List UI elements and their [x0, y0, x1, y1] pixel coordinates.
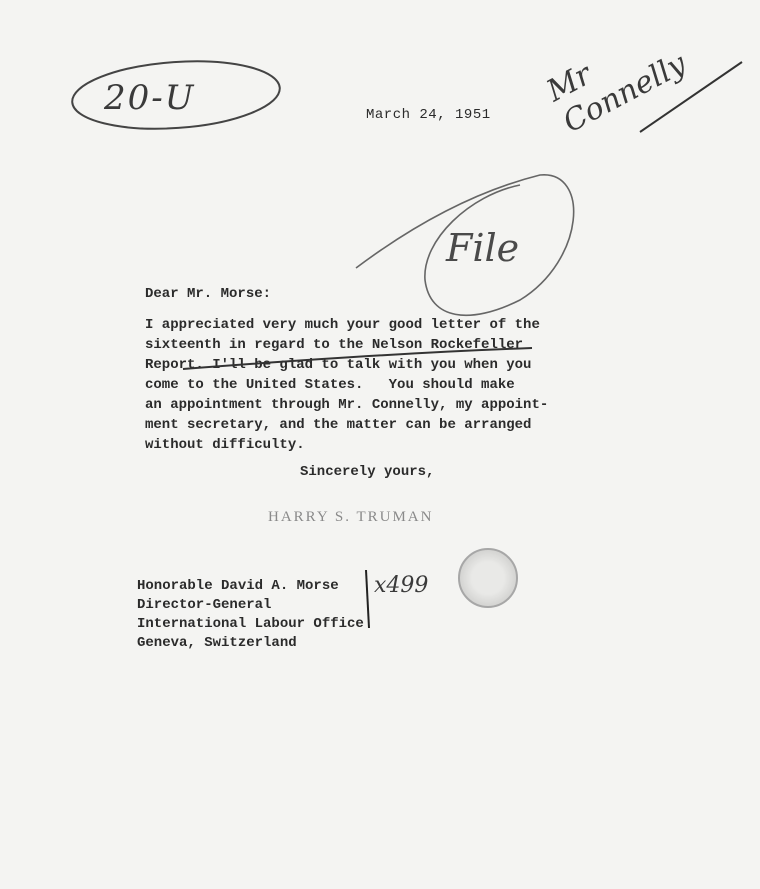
- file-code-note: 20-U: [104, 78, 196, 118]
- body-line: without difficulty.: [145, 437, 305, 453]
- file-mark-note: File: [446, 226, 520, 270]
- received-stamp: [458, 548, 518, 608]
- body-line: Report. I'll be glad to talk with you when you: [145, 357, 532, 373]
- closing: Sincerely yours,: [300, 464, 435, 480]
- address-line: Honorable David A. Morse: [137, 578, 339, 594]
- body-line: sixteenth in regard to the Nelson Rockefeller: [145, 337, 524, 353]
- salutation: Dear Mr. Morse:: [145, 286, 272, 302]
- address-line: International Labour Office: [137, 616, 364, 632]
- body-line: I appreciated very much your good letter of the: [145, 317, 540, 333]
- letter-date: March 24, 1951: [366, 107, 491, 123]
- cross-ref-note: x499: [374, 573, 429, 598]
- typed-signature: HARRY S. TRUMAN: [268, 509, 434, 525]
- body-line: an appointment through Mr. Connelly, my appoint-: [145, 397, 549, 413]
- body-line: ment secretary, and the matter can be arranged: [145, 417, 532, 433]
- address-bar-line: [366, 570, 369, 628]
- address-line: Geneva, Switzerland: [137, 635, 297, 651]
- body-line: come to the United States. You should make: [145, 377, 515, 393]
- connelly-note: Mr Connelly: [541, 46, 692, 141]
- address-line: Director-General: [137, 597, 272, 613]
